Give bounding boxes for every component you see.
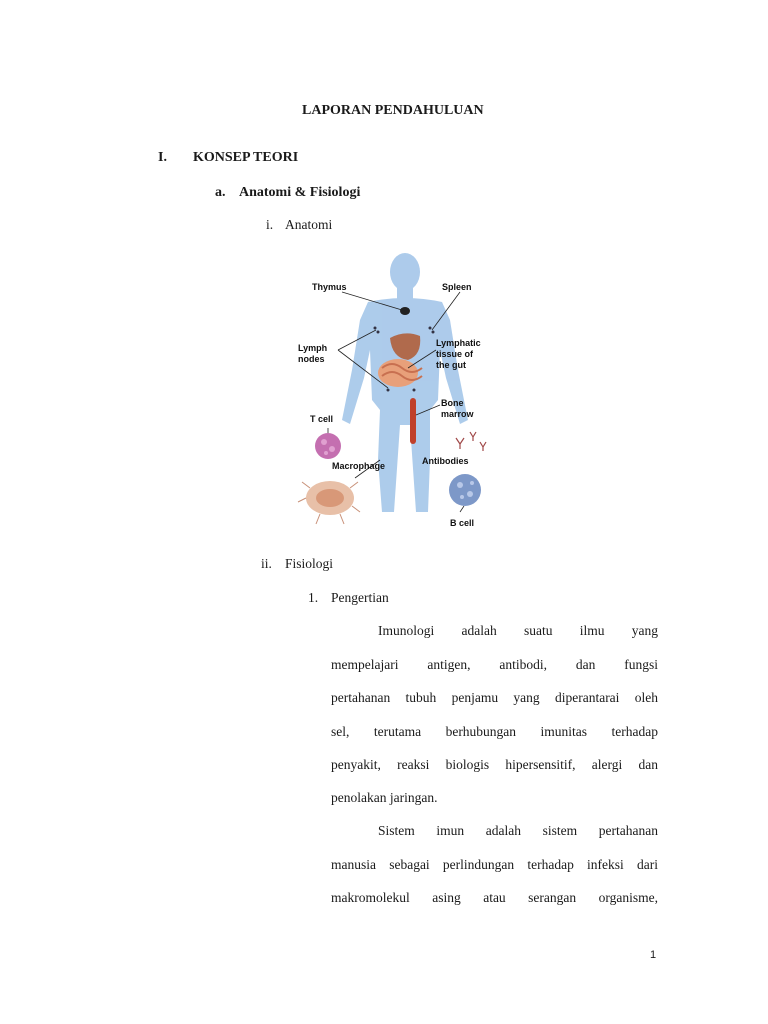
fisiologi-heading: Fisiologi — [285, 556, 334, 571]
label-macrophage: Macrophage — [332, 461, 386, 471]
paragraph-1-line: pertahanan tubuh penjamu yang diperantarai oleh — [331, 690, 658, 705]
pengertian-heading: Pengertian — [331, 590, 389, 605]
page-number: 1 — [650, 949, 657, 961]
paragraph-1-line: penyakit, reaksi biologis hipersensitif, alergi dan — [331, 757, 658, 772]
label-lymph-2: nodes — [298, 354, 325, 364]
paragraph-2-line: makromolekul asing atau serangan organisme, — [331, 890, 658, 905]
label-lymph-1: Lymph — [298, 343, 328, 353]
anatomi-marker: i. — [266, 217, 274, 232]
bone-marrow-shape — [410, 398, 416, 444]
fisiologi-marker: ii. — [261, 556, 272, 571]
label-bone-1: Bone — [441, 398, 464, 408]
thymus-shape — [400, 307, 410, 315]
paragraph-1-line: Imunologi adalah suatu ilmu yang — [378, 623, 658, 638]
paragraph-2-line: manusia sebagai perlindungan terhadap infeksi dari — [331, 857, 658, 872]
page-title: LAPORAN PENDAHULUAN — [302, 103, 484, 118]
subsection-title: Anatomi & Fisiologi — [239, 185, 361, 200]
label-b-cell: B cell — [450, 518, 475, 528]
label-lymphatic-1: Lymphatic — [436, 338, 481, 348]
macrophage-illustration — [298, 481, 360, 524]
paragraph-1-line: sel, terutama berhubungan imunitas terhadap — [331, 724, 658, 739]
section-number: I. — [158, 150, 167, 165]
anatomi-heading: Anatomi — [285, 217, 333, 232]
b-cell-illustration — [449, 474, 481, 506]
antibodies-illustration — [456, 432, 486, 451]
subsection-marker: a. — [215, 185, 226, 200]
paragraph-1-line: mempelajari antigen, antibodi, dan fungsi — [331, 657, 658, 672]
label-spleen: Spleen — [442, 282, 472, 292]
pengertian-marker: 1. — [308, 590, 319, 605]
label-lymphatic-3: the gut — [436, 360, 466, 370]
label-thymus: Thymus — [312, 282, 347, 292]
label-lymphatic-2: tissue of — [436, 349, 474, 359]
immune-system-figure — [290, 250, 500, 532]
t-cell-illustration — [315, 433, 341, 459]
paragraph-2-line: Sistem imun adalah sistem pertahanan — [378, 823, 658, 838]
label-antibodies: Antibodies — [422, 456, 469, 466]
label-t-cell: T cell — [310, 414, 334, 424]
paragraph-1-line: penolakan jaringan. — [331, 790, 438, 805]
section-title: KONSEP TEORI — [193, 150, 299, 165]
label-bone-2: marrow — [441, 409, 474, 419]
